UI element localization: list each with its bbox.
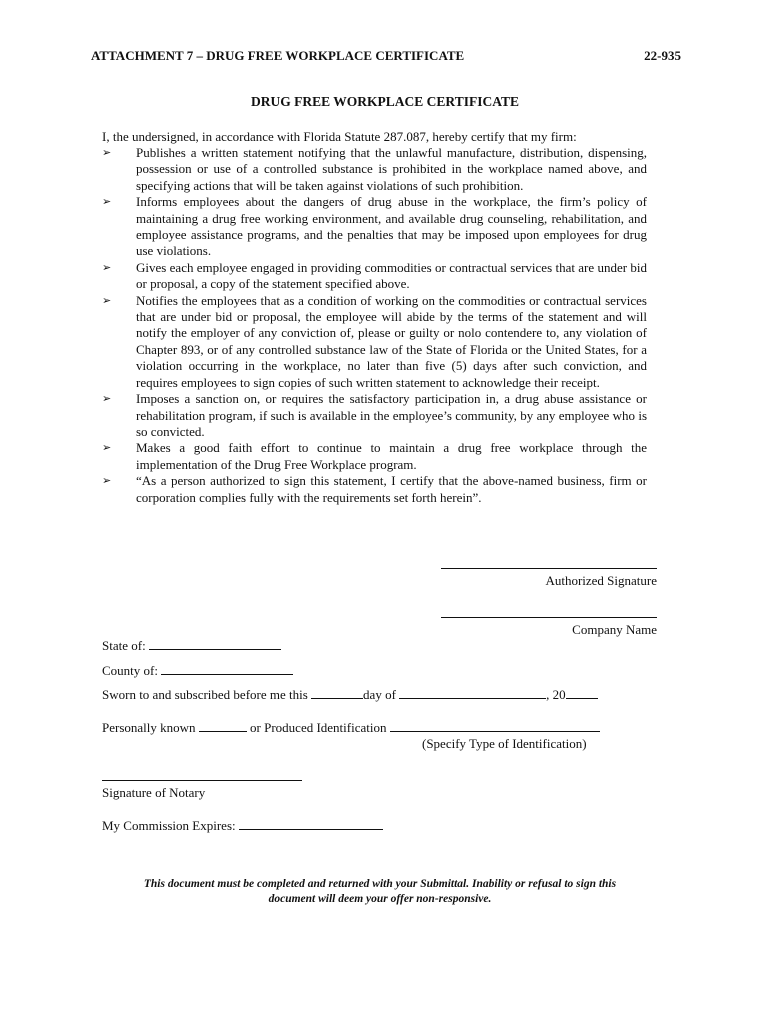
- personally-known-line[interactable]: [199, 719, 247, 732]
- sworn-text-1: Sworn to and subscribed before me this: [102, 687, 308, 702]
- commission-label: My Commission Expires:: [102, 818, 236, 833]
- company-name-label: Company Name: [572, 622, 657, 637]
- attachment-title: ATTACHMENT 7 – DRUG FREE WORKPLACE CERTIFICATE: [91, 48, 465, 63]
- footer-note: [110, 877, 650, 907]
- commission-field: [102, 817, 383, 834]
- list-item: [102, 440, 647, 473]
- list-item-text: Imposes a sanction on, or requires the satisfactory participation in, a drug abuse assistance or rehabilitation program, if such is available in the employee’s community, by any employee who is so convicted.: [136, 391, 647, 439]
- list-item: [102, 260, 647, 293]
- sworn-day-line[interactable]: [311, 686, 363, 699]
- sworn-text-2: day of: [363, 687, 396, 702]
- sworn-field: [102, 686, 598, 703]
- state-input-line[interactable]: [149, 637, 281, 650]
- list-item-text: “As a person authorized to sign this statement, I certify that the above-named business, firm or corporation complies fully with the requirements set forth herein”.: [136, 473, 647, 505]
- list-item-text: Gives each employee engaged in providing commodities or contractual services that are under bid or proposal, a copy of the statement specified above.: [136, 259, 647, 292]
- state-label: State of:: [102, 638, 146, 653]
- identification-field: [102, 719, 600, 736]
- county-field: [102, 662, 293, 679]
- company-name-block: [441, 617, 657, 638]
- footer-line-2: document will deem your offer non-responsive.: [268, 893, 492, 905]
- list-item: [102, 473, 647, 506]
- sworn-text-3: , 20: [546, 687, 566, 702]
- company-name-line[interactable]: [441, 617, 657, 618]
- authorized-signature-block: [441, 568, 657, 589]
- arrow-bullet-icon: ➢: [102, 474, 112, 488]
- arrow-bullet-icon: ➢: [102, 195, 112, 209]
- arrow-bullet-icon: ➢: [102, 392, 112, 406]
- list-item-text: Makes a good faith effort to continue to maintain a drug free workplace through the implementation of the Drug Free Workplace program.: [136, 440, 647, 472]
- page-header: [91, 48, 681, 64]
- authorized-signature-label: Authorized Signature: [545, 573, 657, 588]
- footer-line-1: This document must be completed and returned with your Submittal. Inability or refusal to sign this: [143, 878, 617, 890]
- known-text: Personally known: [102, 720, 196, 735]
- certification-list: [102, 145, 647, 506]
- arrow-bullet-icon: ➢: [102, 293, 112, 307]
- arrow-bullet-icon: ➢: [102, 260, 112, 274]
- arrow-bullet-icon: ➢: [102, 146, 112, 159]
- intro-paragraph: I, the undersigned, in accordance with Florida Statute 287.087, hereby certify that my firm:: [102, 129, 577, 144]
- arrow-bullet-icon: ➢: [102, 441, 112, 455]
- identification-line[interactable]: [390, 719, 600, 732]
- state-field: [102, 637, 281, 654]
- county-label: County of:: [102, 663, 158, 678]
- produced-id-text: or Produced Identification: [250, 720, 387, 735]
- list-item-text: Notifies the employees that as a condition of working on the commodities or contractual services that are under bid or proposal, the employee will abide by the terms of the statement and will notify the employer of any conviction of, please or guilty or nolo contendere to, any violation of Chapter 893, or of any controlled substance law of the State of Florida or the United States, for a violation occurring in the workplace, no later than five (5) days after such conviction, and requires employees to sign copies of such written statement to acknowledge their receipt.: [136, 292, 647, 390]
- list-item: [102, 145, 647, 194]
- list-item: [102, 391, 647, 440]
- sworn-month-line[interactable]: [399, 686, 546, 699]
- list-item: [102, 293, 647, 391]
- county-input-line[interactable]: [161, 662, 293, 675]
- notary-signature-line[interactable]: [102, 780, 302, 781]
- commission-expires-line[interactable]: [239, 817, 383, 830]
- document-number: 22-935: [644, 48, 681, 63]
- list-item-text: Publishes a written statement notifying that the unlawful manufacture, distribution, dispensing, possession or use of a controlled substance is prohibited in the workplace named above, and specifying actions that will be taken against violations of such prohibition.: [136, 145, 647, 193]
- id-type-note: (Specify Type of Identification): [422, 736, 587, 751]
- authorized-signature-line[interactable]: [441, 568, 657, 569]
- page-title: DRUG FREE WORKPLACE CERTIFICATE: [251, 94, 519, 109]
- notary-signature-label: Signature of Notary: [102, 785, 206, 800]
- list-item-text: Informs employees about the dangers of drug abuse in the workplace, the firm’s policy of maintaining a drug free working environment, and available drug counseling, rehabilitation, and employee assistance programs, and the penalties that may be imposed upon employees for drug use violations.: [136, 194, 647, 259]
- list-item: [102, 194, 647, 260]
- sworn-year-line[interactable]: [566, 686, 598, 699]
